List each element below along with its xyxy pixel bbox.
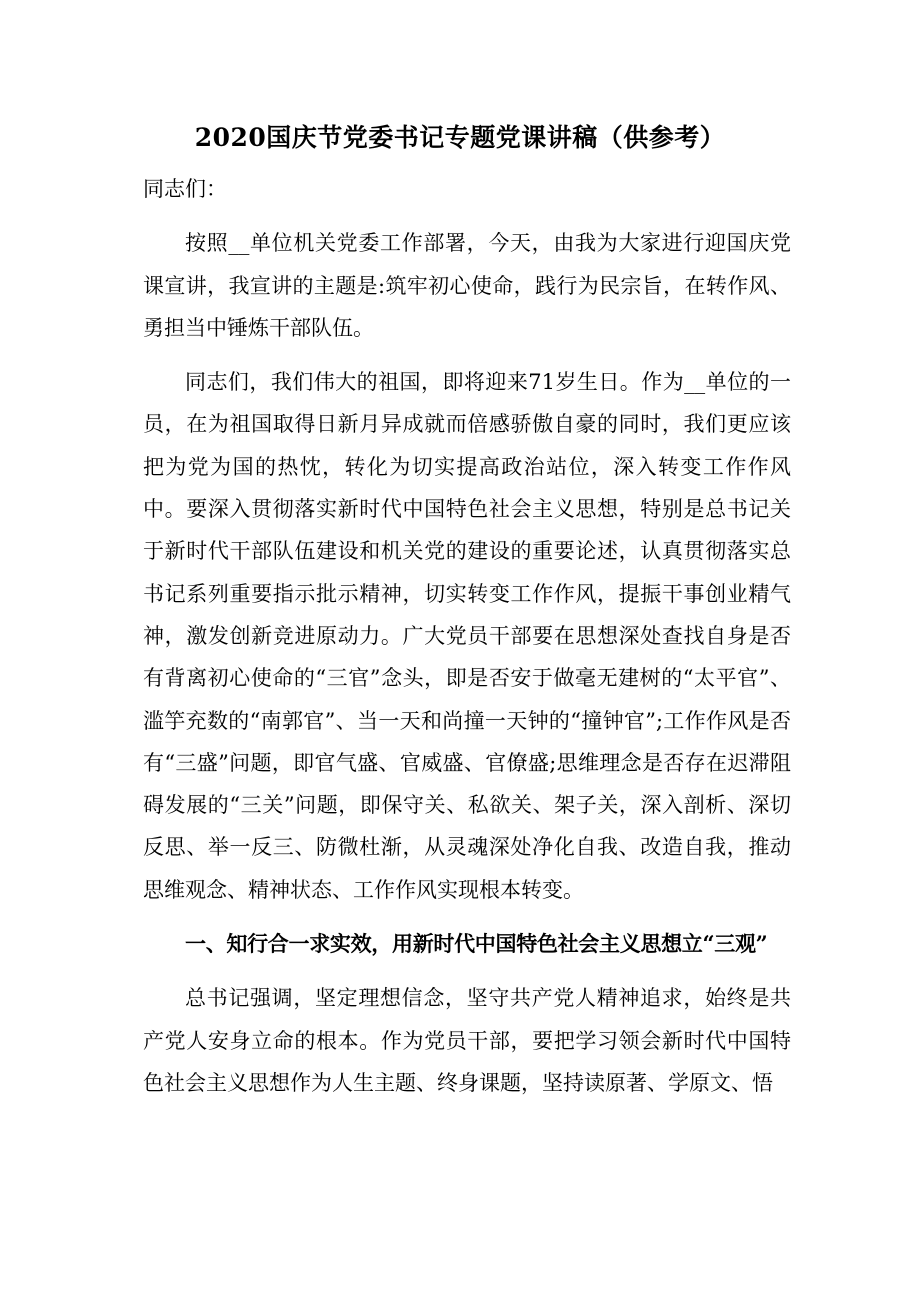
document-body (143, 168, 791, 1116)
paragraph-section-one: 总书记强调，坚定理想信念，坚守共产党人精神追求，始终是共产党人安身立命的根本。作为党员干部，要把学习领会新时代中国特色社会主义思想作为人生主题、终身课题，坚持读原著、学原文、悟 (143, 986, 791, 1095)
paragraph-main: 同志们，我们伟大的祖国，即将迎来71岁生日。作为__单位的一员，在为祖国取得日新月异成就而倍感骄傲自豪的同时，我们更应该把为党为国的热忱，转化为切实提高政治站位，深入转变工作作风中。要深入贯彻落实新时代中国特色社会主义思想，特别是总书记关于新时代干部队伍建设和机关党的建设的重要论述，认真贯彻落实总书记系列重要指示批示精神，切实转变工作作风，提振干事创业精气神，激发创新竞进原动力。广大党员干部要在思想深处查找自身是否有背离初心使命的“三官”念头，即是否安于做毫无建树的“太平官”、滥竽充数的“南郭官”、当一天和尚撞一天钟的“撞钟官”;工作作风是否有“三盛”问题，即官气盛、官威盛、官僚盛;思维理念是否存在迟滞阻碍发展的“三关”问题，即保守关、私欲关、架子关，深入剖析、深切反思、举一反三、防微杜渐，从灵魂深处净化自我、改造自我，推动思维观念、精神状态、工作作风实现根本转变。 (143, 370, 791, 902)
paragraph-intro: 按照__单位机关党委工作部署，今天，由我为大家进行迎国庆党课宣讲，我宣讲的主题是:筑牢初心使命，践行为民宗旨，在转作风、勇担当中锤炼干部队伍。 (143, 231, 791, 340)
document-title: 2020国庆节党委书记专题党课讲稿（供参考） (194, 123, 726, 152)
section-heading: 一、知行合一求实效，用新时代中国特色社会主义思想立“三观” (185, 931, 768, 957)
salutation: 同志们： (143, 177, 227, 201)
